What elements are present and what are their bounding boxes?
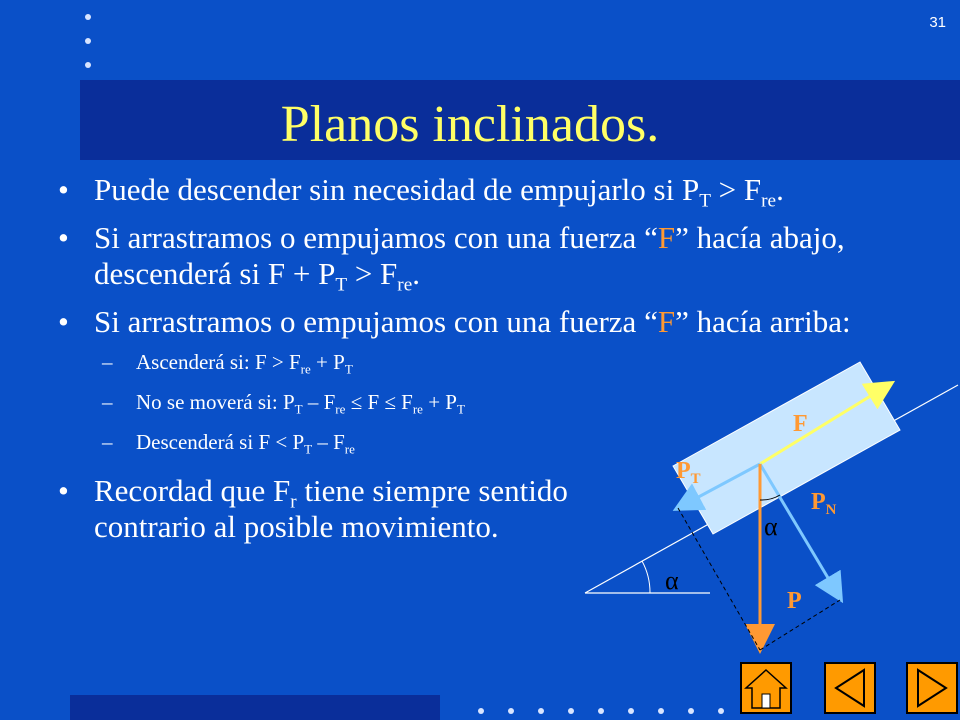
subscript: T	[457, 401, 465, 417]
prev-icon	[826, 664, 874, 712]
text: Ascenderá si: F > F	[136, 350, 301, 374]
sub-bullet-mark: –	[102, 350, 113, 374]
text: ≤ F ≤ F	[345, 390, 413, 414]
text: .	[412, 256, 420, 291]
decor-dot	[598, 708, 604, 714]
text: > F	[710, 172, 762, 207]
decor-dot	[478, 708, 484, 714]
bullet-mark: •	[58, 172, 69, 207]
bullet-mark: •	[58, 220, 69, 255]
text: – F	[312, 430, 345, 454]
text: Puede descender sin necesidad de empujarlo si P	[94, 172, 700, 207]
text: + P	[310, 350, 345, 374]
label-text: P	[676, 458, 691, 484]
text: Si arrastramos o empujamos con una fuerza “	[94, 220, 658, 255]
sub-bullet-mark: –	[102, 430, 113, 454]
page-title: Planos inclinados.	[280, 96, 660, 153]
label-F: F	[793, 411, 808, 437]
bottom-band	[70, 695, 440, 720]
text: > F	[347, 256, 398, 291]
label-PN	[811, 489, 837, 519]
subscript: re	[761, 190, 777, 212]
decor-dot	[538, 708, 544, 714]
label-P: P	[787, 588, 802, 614]
decor-dot	[568, 708, 574, 714]
home-button[interactable]	[740, 662, 792, 714]
label-text: P	[811, 489, 826, 515]
text: tiene siempre sentido contrario al posible movimiento.	[94, 473, 568, 544]
text: – F	[302, 390, 336, 414]
subscript: re	[397, 274, 413, 296]
subscript: re	[300, 361, 311, 377]
text: .	[776, 172, 784, 207]
decor-dot	[628, 708, 634, 714]
bullet-mark: •	[58, 473, 69, 508]
next-icon	[908, 664, 956, 712]
text: Recordad que F	[94, 473, 291, 508]
subscript: T	[335, 274, 348, 296]
subscript: re	[335, 401, 346, 417]
subscript: T	[294, 401, 303, 417]
decor-dot	[718, 708, 724, 714]
decor-dot	[658, 708, 664, 714]
text: ” hacía abajo, descenderá si F + P	[94, 220, 845, 291]
subscript: r	[290, 491, 297, 513]
subscript: re	[344, 441, 355, 457]
label-angle-base: α	[665, 566, 679, 595]
text: + P	[422, 390, 457, 414]
subscript: T	[304, 441, 313, 457]
subscript: T	[344, 361, 353, 377]
label-PT	[676, 458, 701, 488]
slide-number: 31	[929, 14, 946, 31]
bullet-mark: •	[58, 304, 69, 339]
subscript: T	[699, 190, 711, 212]
previous-button[interactable]	[824, 662, 876, 714]
text: No se moverá si: P	[136, 390, 295, 414]
text: Descenderá si F < P	[136, 430, 305, 454]
force-label: F	[657, 220, 676, 255]
subscript: N	[825, 502, 837, 519]
home-icon	[742, 664, 790, 712]
base-angle-arc	[642, 561, 650, 593]
decor-dot	[688, 708, 694, 714]
next-button[interactable]	[906, 662, 958, 714]
force-label: F	[657, 304, 676, 339]
sub-bullet-mark: –	[102, 390, 113, 414]
label-angle-block: α	[764, 512, 778, 541]
subscript: re	[412, 401, 423, 417]
text: Si arrastramos o empujamos con una fuerza “	[94, 304, 658, 339]
decor-dot	[508, 708, 514, 714]
text: ” hacía arriba:	[675, 304, 851, 339]
subscript: T	[690, 471, 701, 488]
